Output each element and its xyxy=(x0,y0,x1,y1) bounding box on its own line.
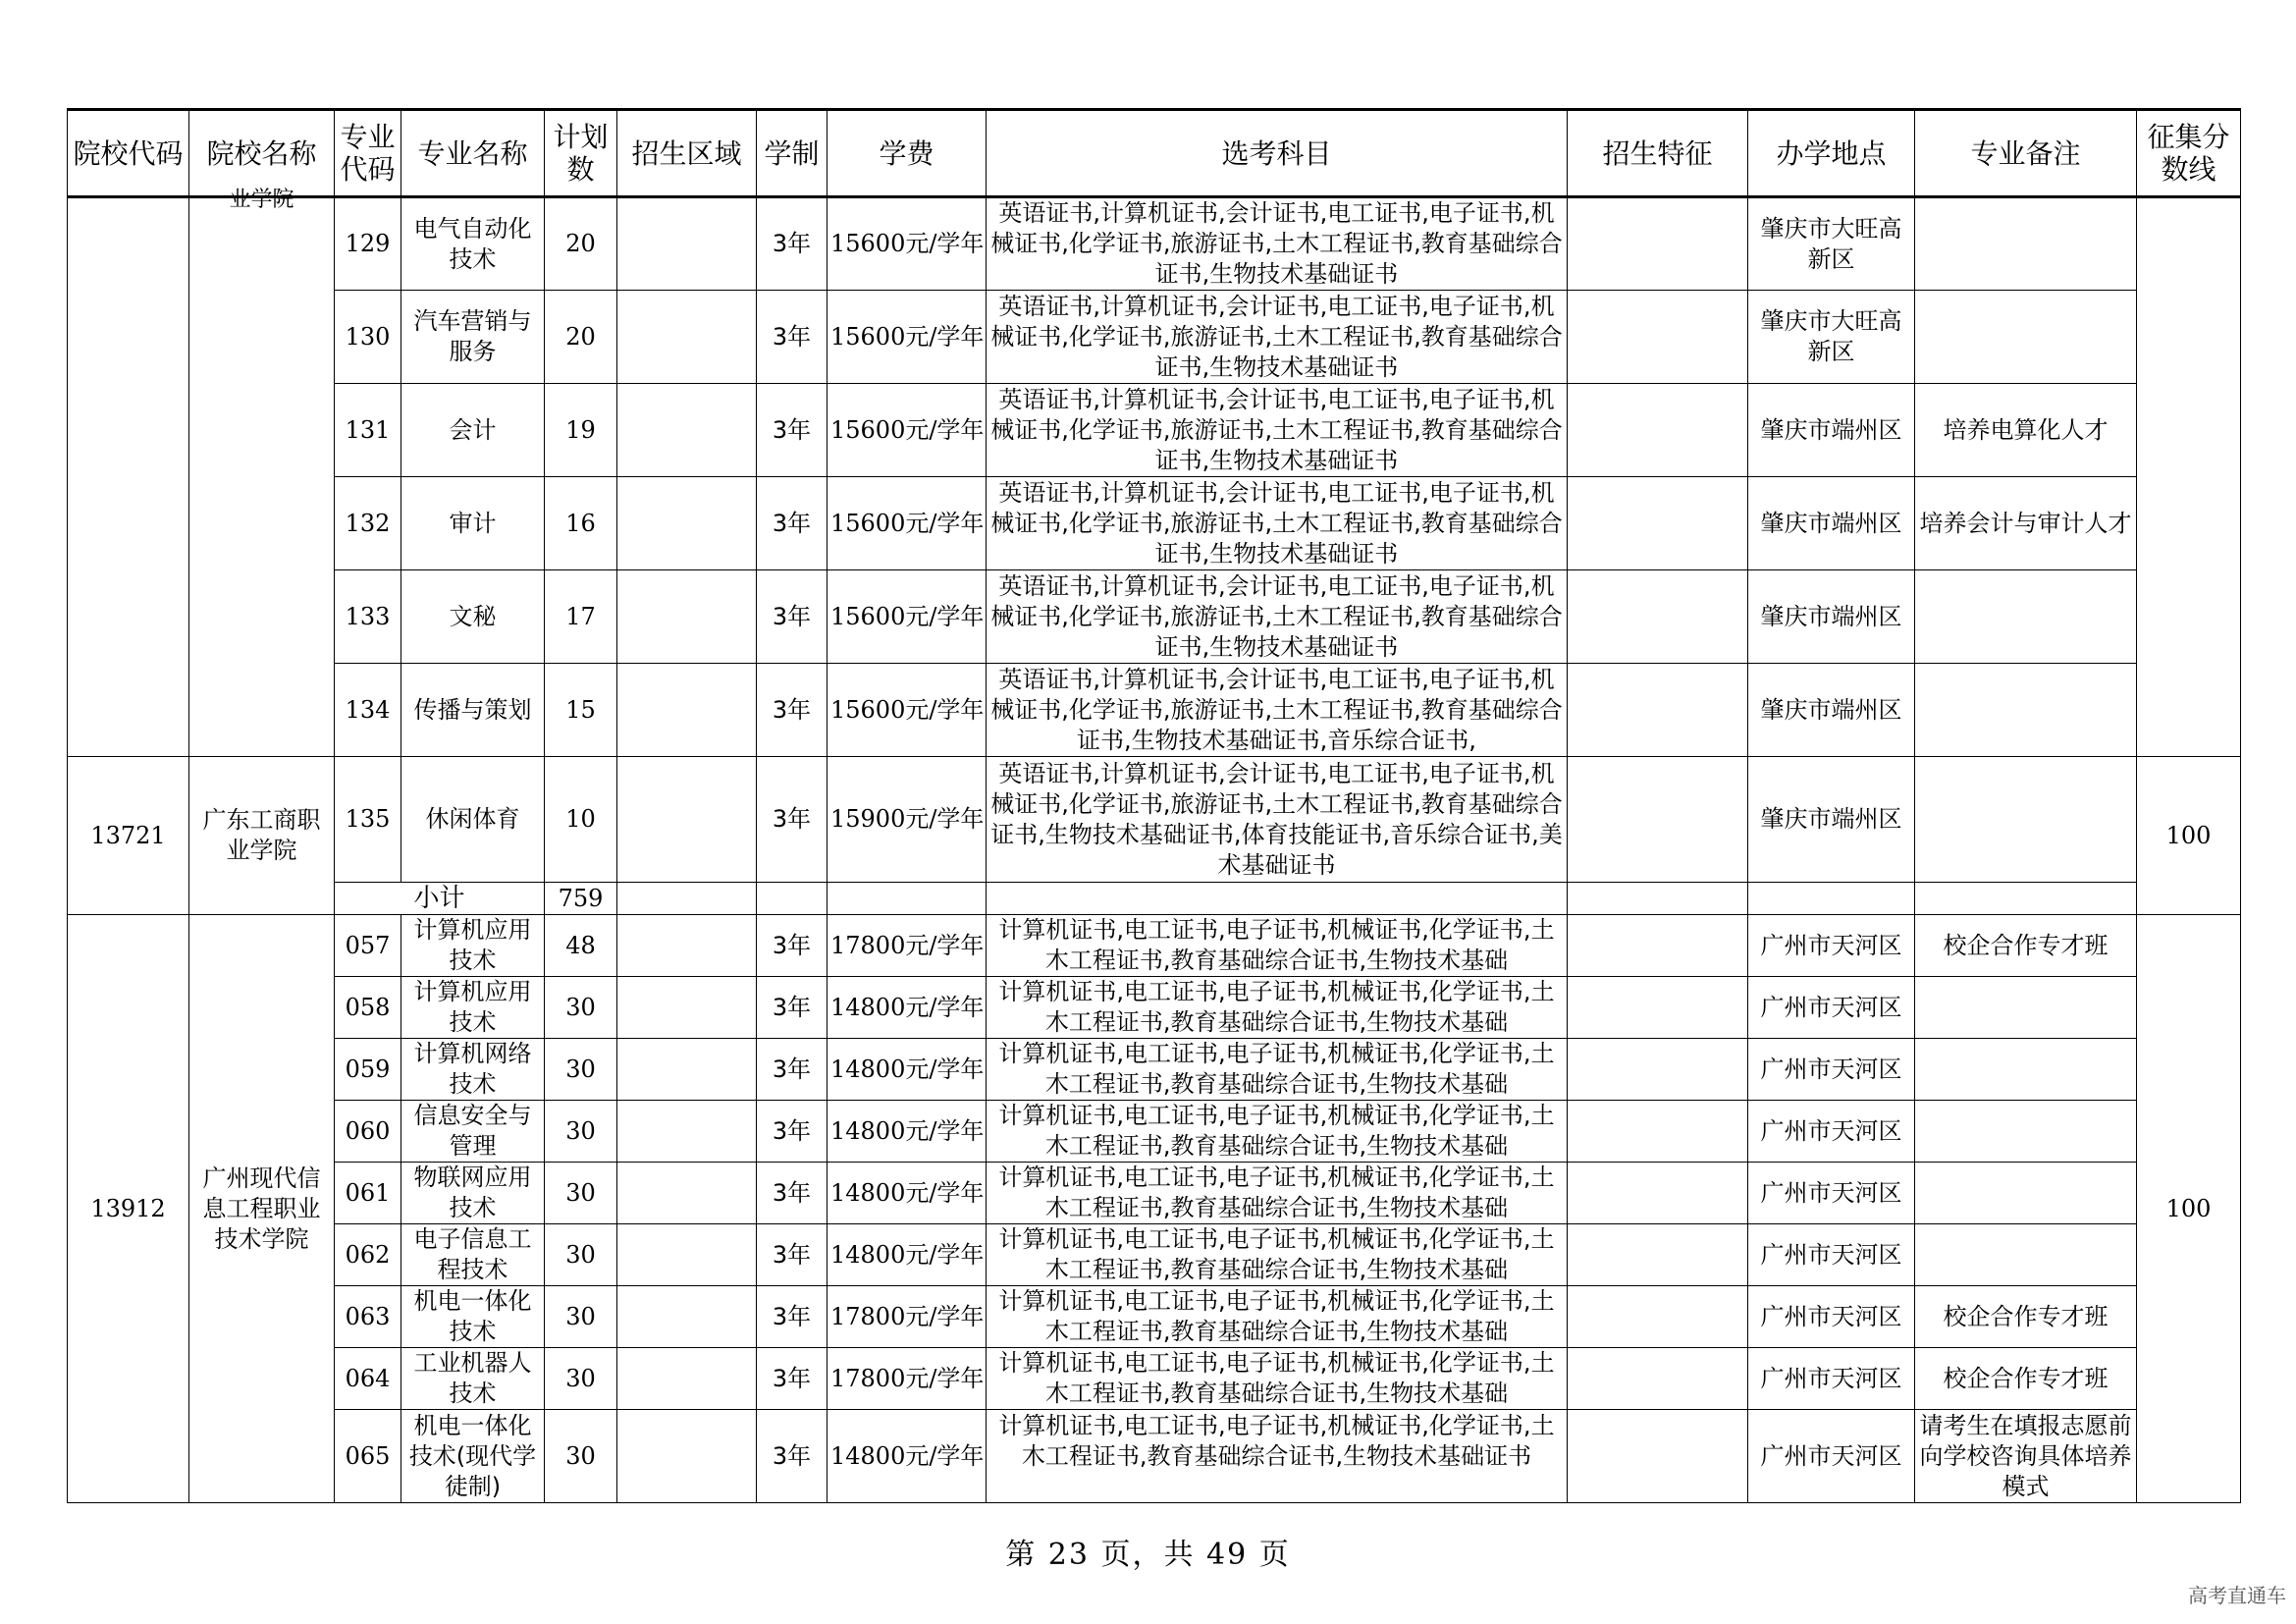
fee-cell: 14800元/学年 xyxy=(828,1410,987,1503)
region-cell xyxy=(617,1163,757,1224)
years-cell: 3年 xyxy=(757,977,828,1039)
fee-cell: 17800元/学年 xyxy=(828,915,987,977)
location-text: 广州市天河区 xyxy=(1760,1240,1902,1269)
subjects-cell xyxy=(987,664,1568,757)
location-text: 广州市天河区 xyxy=(1760,931,1902,959)
major-name-cell xyxy=(401,291,545,384)
table-row xyxy=(68,1101,2241,1163)
feature-cell xyxy=(1568,477,1748,570)
location-cell xyxy=(1748,291,1915,384)
region-cell xyxy=(617,384,757,477)
years-cell: 3年 xyxy=(757,1348,828,1410)
major-name-cell xyxy=(401,1163,545,1224)
region-cell xyxy=(617,977,757,1039)
fee-cell: 15600元/学年 xyxy=(828,570,987,664)
remark-cell xyxy=(1915,977,2137,1039)
school-name-cell: 广东工商职业学院 xyxy=(189,757,335,915)
years-cell: 3年 xyxy=(757,477,828,570)
location-cell xyxy=(1748,1163,1915,1224)
plan-cell: 30 xyxy=(545,1410,617,1503)
feature-cell xyxy=(1568,1101,1748,1163)
subtotal-row xyxy=(68,883,2241,915)
plan-cell: 10 xyxy=(545,757,617,883)
subtotal-label: 小计 xyxy=(335,883,545,915)
remark-text: 校企合作专才班 xyxy=(1943,931,2109,959)
years-cell: 3年 xyxy=(757,197,828,291)
location-cell xyxy=(1748,1224,1915,1286)
table-row xyxy=(68,570,2241,664)
major-name-cell xyxy=(401,1410,545,1503)
feature-cell xyxy=(1568,1348,1748,1410)
region-cell xyxy=(617,757,757,883)
table-row xyxy=(68,1039,2241,1101)
empty-cell xyxy=(1748,883,1915,915)
subjects-text: 计算机证书,电工证书,电子证书,机械证书,化学证书,土木工程证书,教育基础综合证书,生物技术基础 xyxy=(998,1040,1555,1098)
remark-text: 培养会计与审计人才 xyxy=(1919,509,2132,537)
subjects-text: 计算机证书,电工证书,电子证书,机械证书,化学证书,土木工程证书,教育基础综合证书,生物技术基础 xyxy=(998,1349,1555,1407)
subjects-cell xyxy=(987,197,1568,291)
major-code-cell: 133 xyxy=(335,570,401,664)
table-row xyxy=(68,1410,2241,1503)
remark-cell xyxy=(1915,570,2137,664)
table-row xyxy=(68,757,2241,883)
table-row xyxy=(68,477,2241,570)
major-name-cell xyxy=(401,1224,545,1286)
remark-cell xyxy=(1915,1163,2137,1224)
school-name-cell xyxy=(189,188,335,757)
fee-cell: 14800元/学年 xyxy=(828,1163,987,1224)
empty-cell xyxy=(757,883,828,915)
subjects-cell xyxy=(987,1039,1568,1101)
remark-cell xyxy=(1915,915,2137,977)
fee-cell: 14800元/学年 xyxy=(828,977,987,1039)
location-cell xyxy=(1748,977,1915,1039)
region-cell xyxy=(617,570,757,664)
remark-cell xyxy=(1915,1101,2137,1163)
major-name-text: 审计 xyxy=(449,509,497,537)
major-name-cell xyxy=(401,757,545,883)
subjects-text: 英语证书,计算机证书,会计证书,电工证书,电子证书,机械证书,化学证书,旅游证书,土木工程证书,教育基础综合证书,生物技术基础证书 xyxy=(990,199,1563,288)
major-name-text: 物联网应用技术 xyxy=(413,1164,532,1221)
feature-cell xyxy=(1568,1286,1748,1348)
years-cell: 3年 xyxy=(757,1286,828,1348)
major-name-cell xyxy=(401,977,545,1039)
remark-cell xyxy=(1915,664,2137,757)
major-code-cell: 063 xyxy=(335,1286,401,1348)
plan-cell: 48 xyxy=(545,915,617,977)
empty-cell xyxy=(617,883,757,915)
plan-cell: 15 xyxy=(545,664,617,757)
major-code-cell: 132 xyxy=(335,477,401,570)
remark-cell xyxy=(1915,197,2137,291)
subjects-cell xyxy=(987,477,1568,570)
plan-cell: 30 xyxy=(545,977,617,1039)
header-region: 招生区域 xyxy=(617,110,757,197)
major-name-text: 电子信息工程技术 xyxy=(413,1225,532,1283)
cutoff-cell xyxy=(2137,197,2241,757)
major-name-cell xyxy=(401,1348,545,1410)
subjects-text: 计算机证书,电工证书,电子证书,机械证书,化学证书,土木工程证书,教育基础综合证书,生物技术基础 xyxy=(998,978,1555,1036)
fee-cell: 15600元/学年 xyxy=(828,477,987,570)
major-name-text: 休闲体育 xyxy=(425,805,520,833)
header-plan: 计划数 xyxy=(545,110,617,197)
major-name-cell xyxy=(401,915,545,977)
empty-cell xyxy=(828,883,987,915)
major-name-text: 计算机应用技术 xyxy=(413,978,532,1036)
major-name-cell xyxy=(401,570,545,664)
header-row xyxy=(68,110,2241,197)
plan-cell: 20 xyxy=(545,291,617,384)
table-row xyxy=(68,291,2241,384)
major-code-cell: 129 xyxy=(335,197,401,291)
feature-cell xyxy=(1568,384,1748,477)
remark-cell xyxy=(1915,1410,2137,1503)
remark-cell xyxy=(1915,1348,2137,1410)
subjects-cell xyxy=(987,1286,1568,1348)
feature-cell xyxy=(1568,977,1748,1039)
remark-text: 请考生在填报志愿前向学校咨询具体培养模式 xyxy=(1919,1411,2132,1500)
table-row xyxy=(68,1163,2241,1224)
subjects-cell xyxy=(987,570,1568,664)
location-text: 广州市天河区 xyxy=(1760,1116,1902,1145)
subjects-text: 英语证书,计算机证书,会计证书,电工证书,电子证书,机械证书,化学证书,旅游证书,土木工程证书,教育基础综合证书,生物技术基础证书 xyxy=(990,385,1563,474)
watermark-text: 高考直通车 xyxy=(2188,1584,2286,1607)
empty-cell xyxy=(1915,883,2137,915)
fee-cell: 14800元/学年 xyxy=(828,1101,987,1163)
remark-cell xyxy=(1915,1039,2137,1101)
school-code-cell: 13721 xyxy=(68,757,189,915)
location-cell xyxy=(1748,915,1915,977)
major-name-text: 文秘 xyxy=(449,602,497,630)
region-cell xyxy=(617,1224,757,1286)
header-years: 学制 xyxy=(757,110,828,197)
header-fee: 学费 xyxy=(828,110,987,197)
major-name-text: 工业机器人技术 xyxy=(413,1349,532,1407)
region-cell xyxy=(617,1410,757,1503)
years-cell: 3年 xyxy=(757,915,828,977)
remark-cell xyxy=(1915,1286,2137,1348)
fee-cell: 17800元/学年 xyxy=(828,1286,987,1348)
subjects-text: 英语证书,计算机证书,会计证书,电工证书,电子证书,机械证书,化学证书,旅游证书,土木工程证书,教育基础综合证书,生物技术基础证书,体育技能证书,音乐综合证书,美术基础证书 xyxy=(990,759,1563,879)
plan-cell: 16 xyxy=(545,477,617,570)
major-code-cell: 064 xyxy=(335,1348,401,1410)
location-text: 肇庆市大旺高新区 xyxy=(1760,307,1902,365)
years-cell: 3年 xyxy=(757,1224,828,1286)
region-cell xyxy=(617,664,757,757)
remark-cell xyxy=(1915,384,2137,477)
feature-cell xyxy=(1568,757,1748,883)
fee-cell: 15600元/学年 xyxy=(828,291,987,384)
school-code-cell xyxy=(68,197,189,757)
region-cell xyxy=(617,291,757,384)
table-row xyxy=(68,915,2241,977)
subtotal-value: 759 xyxy=(545,883,617,915)
major-name-text: 机电一体化技术 xyxy=(413,1287,532,1345)
page-footer: 第 23 页，共 49 页 xyxy=(1005,1538,1291,1572)
school-name-cut: 业学院 xyxy=(229,188,294,212)
subjects-cell xyxy=(987,1224,1568,1286)
feature-cell xyxy=(1568,1163,1748,1224)
location-cell xyxy=(1748,570,1915,664)
location-text: 肇庆市端州区 xyxy=(1760,415,1902,444)
major-name-cell xyxy=(401,197,545,291)
major-name-cell xyxy=(401,477,545,570)
location-cell xyxy=(1748,1039,1915,1101)
table-row xyxy=(68,1348,2241,1410)
subjects-cell xyxy=(987,915,1568,977)
header-remark: 专业备注 xyxy=(1915,110,2137,197)
subjects-text: 计算机证书,电工证书,电子证书,机械证书,化学证书,土木工程证书,教育基础综合证书,生物技术基础 xyxy=(998,1164,1555,1221)
subjects-text: 英语证书,计算机证书,会计证书,电工证书,电子证书,机械证书,化学证书,旅游证书,土木工程证书,教育基础综合证书,生物技术基础证书 xyxy=(990,292,1563,381)
subjects-cell xyxy=(987,1163,1568,1224)
feature-cell xyxy=(1568,291,1748,384)
major-code-cell: 058 xyxy=(335,977,401,1039)
region-cell xyxy=(617,915,757,977)
fee-cell: 14800元/学年 xyxy=(828,1039,987,1101)
location-cell xyxy=(1748,757,1915,883)
fee-cell: 15900元/学年 xyxy=(828,757,987,883)
location-cell xyxy=(1748,477,1915,570)
major-name-text: 计算机应用技术 xyxy=(413,916,532,974)
table-body xyxy=(68,188,2241,1503)
subjects-cell xyxy=(987,757,1568,883)
plan-cell: 19 xyxy=(545,384,617,477)
location-text: 广州市天河区 xyxy=(1760,1364,1902,1392)
header-location: 办学地点 xyxy=(1748,110,1915,197)
subjects-text: 计算机证书,电工证书,电子证书,机械证书,化学证书,土木工程证书,教育基础综合证书,生物技术基础 xyxy=(998,1287,1555,1345)
plan-cell: 30 xyxy=(545,1163,617,1224)
table-row xyxy=(68,977,2241,1039)
major-code-cell: 062 xyxy=(335,1224,401,1286)
feature-cell xyxy=(1568,664,1748,757)
major-name-text: 计算机网络技术 xyxy=(413,1040,532,1098)
major-code-cell: 057 xyxy=(335,915,401,977)
remark-cell xyxy=(1915,291,2137,384)
header-school-name: 院校名称 xyxy=(189,110,335,197)
years-cell: 3年 xyxy=(757,291,828,384)
school-code-cell: 13912 xyxy=(68,915,189,1503)
major-name-text: 机电一体化技术(现代学徒制) xyxy=(408,1411,537,1500)
years-cell: 3年 xyxy=(757,1163,828,1224)
region-cell xyxy=(617,197,757,291)
location-text: 广州市天河区 xyxy=(1760,1302,1902,1330)
remark-cell xyxy=(1915,757,2137,883)
header-major-name: 专业名称 xyxy=(401,110,545,197)
fee-cell: 17800元/学年 xyxy=(828,1348,987,1410)
school-name-cell: 广州现代信息工程职业技术学院 xyxy=(189,915,335,1503)
remark-text: 校企合作专才班 xyxy=(1943,1302,2109,1330)
region-cell xyxy=(617,1039,757,1101)
remark-text: 培养电算化人才 xyxy=(1943,415,2109,444)
major-name-text: 汽车营销与服务 xyxy=(413,307,532,365)
major-code-cell: 135 xyxy=(335,757,401,883)
subjects-text: 计算机证书,电工证书,电子证书,机械证书,化学证书,土木工程证书,教育基础综合证书,生物技术基础 xyxy=(998,1102,1555,1160)
major-code-cell: 134 xyxy=(335,664,401,757)
subjects-cell xyxy=(987,1101,1568,1163)
location-text: 广州市天河区 xyxy=(1760,1055,1902,1083)
years-cell: 3年 xyxy=(757,1101,828,1163)
remark-text: 校企合作专才班 xyxy=(1943,1364,2109,1392)
subjects-text: 英语证书,计算机证书,会计证书,电工证书,电子证书,机械证书,化学证书,旅游证书,土木工程证书,教育基础综合证书,生物技术基础证书 xyxy=(990,478,1563,568)
major-name-cell xyxy=(401,384,545,477)
plan-cell: 30 xyxy=(545,1348,617,1410)
major-name-cell xyxy=(401,1101,545,1163)
subjects-text: 计算机证书,电工证书,电子证书,机械证书,化学证书,土木工程证书,教育基础综合证书,生物技术基础证书 xyxy=(998,1411,1555,1470)
header-subjects: 选考科目 xyxy=(987,110,1568,197)
major-name-text: 会计 xyxy=(449,415,497,444)
years-cell: 3年 xyxy=(757,664,828,757)
years-cell: 3年 xyxy=(757,1410,828,1503)
major-name-text: 电气自动化技术 xyxy=(413,214,532,273)
feature-cell xyxy=(1568,915,1748,977)
remark-cell xyxy=(1915,477,2137,570)
feature-cell xyxy=(1568,1039,1748,1101)
major-code-cell: 061 xyxy=(335,1163,401,1224)
table-row xyxy=(68,664,2241,757)
location-text: 肇庆市端州区 xyxy=(1760,602,1902,630)
feature-cell xyxy=(1568,570,1748,664)
subjects-text: 计算机证书,电工证书,电子证书,机械证书,化学证书,土木工程证书,教育基础综合证书,生物技术基础 xyxy=(998,1225,1555,1283)
location-text: 肇庆市端州区 xyxy=(1760,509,1902,537)
fee-cell: 15600元/学年 xyxy=(828,197,987,291)
feature-cell xyxy=(1568,1224,1748,1286)
region-cell xyxy=(617,1348,757,1410)
major-name-text: 传播与策划 xyxy=(413,695,532,724)
cutoff-cell: 100 xyxy=(2137,757,2241,915)
location-text: 肇庆市大旺高新区 xyxy=(1760,214,1902,273)
table-row xyxy=(68,384,2241,477)
region-cell xyxy=(617,1286,757,1348)
admission-table xyxy=(67,108,2241,1503)
major-code-cell: 060 xyxy=(335,1101,401,1163)
subjects-text: 英语证书,计算机证书,会计证书,电工证书,电子证书,机械证书,化学证书,旅游证书,土木工程证书,教育基础综合证书,生物技术基础证书,音乐综合证书, xyxy=(990,665,1563,754)
major-name-cell xyxy=(401,664,545,757)
feature-cell xyxy=(1568,1410,1748,1503)
empty-cell xyxy=(1568,883,1748,915)
fee-cell: 15600元/学年 xyxy=(828,384,987,477)
header-school-code: 院校代码 xyxy=(68,110,189,197)
location-cell xyxy=(1748,1101,1915,1163)
years-cell: 3年 xyxy=(757,757,828,883)
table-row xyxy=(68,1286,2241,1348)
major-code-cell: 065 xyxy=(335,1410,401,1503)
subjects-cell xyxy=(987,384,1568,477)
location-cell xyxy=(1748,664,1915,757)
years-cell: 3年 xyxy=(757,384,828,477)
fee-cell: 15600元/学年 xyxy=(828,664,987,757)
plan-cell: 20 xyxy=(545,197,617,291)
subjects-text: 英语证书,计算机证书,会计证书,电工证书,电子证书,机械证书,化学证书,旅游证书,土木工程证书,教育基础综合证书,生物技术基础证书 xyxy=(990,571,1563,661)
major-name-cell xyxy=(401,1039,545,1101)
plan-cell: 17 xyxy=(545,570,617,664)
location-text: 广州市天河区 xyxy=(1760,1178,1902,1207)
location-text: 广州市天河区 xyxy=(1760,993,1902,1021)
location-cell xyxy=(1748,384,1915,477)
plan-cell: 30 xyxy=(545,1286,617,1348)
location-text: 肇庆市端州区 xyxy=(1760,695,1902,724)
subjects-text: 计算机证书,电工证书,电子证书,机械证书,化学证书,土木工程证书,教育基础综合证书,生物技术基础 xyxy=(998,916,1555,974)
header-cutoff: 征集分数线 xyxy=(2137,110,2241,197)
cutoff-cell: 100 xyxy=(2137,915,2241,1503)
header-feature: 招生特征 xyxy=(1568,110,1748,197)
table-row xyxy=(68,1224,2241,1286)
subjects-cell xyxy=(987,1410,1568,1503)
plan-cell: 30 xyxy=(545,1039,617,1101)
major-name-cell xyxy=(401,1286,545,1348)
location-cell xyxy=(1748,1286,1915,1348)
major-code-cell: 130 xyxy=(335,291,401,384)
header-major-code: 专业代码 xyxy=(335,110,401,197)
region-cell xyxy=(617,1101,757,1163)
table-row xyxy=(68,197,2241,291)
subjects-cell xyxy=(987,977,1568,1039)
fee-cell: 14800元/学年 xyxy=(828,1224,987,1286)
remark-cell xyxy=(1915,1224,2137,1286)
major-code-cell: 131 xyxy=(335,384,401,477)
plan-cell: 30 xyxy=(545,1101,617,1163)
years-cell: 3年 xyxy=(757,570,828,664)
empty-cell xyxy=(987,883,1568,915)
years-cell: 3年 xyxy=(757,1039,828,1101)
location-text: 肇庆市端州区 xyxy=(1760,805,1902,833)
location-cell xyxy=(1748,197,1915,291)
location-cell xyxy=(1748,1348,1915,1410)
feature-cell xyxy=(1568,197,1748,291)
plan-cell: 30 xyxy=(545,1224,617,1286)
major-name-text: 信息安全与管理 xyxy=(413,1102,532,1160)
location-cell xyxy=(1748,1410,1915,1503)
subjects-cell xyxy=(987,1348,1568,1410)
subjects-cell xyxy=(987,291,1568,384)
location-text: 广州市天河区 xyxy=(1760,1441,1902,1470)
major-code-cell: 059 xyxy=(335,1039,401,1101)
region-cell xyxy=(617,477,757,570)
